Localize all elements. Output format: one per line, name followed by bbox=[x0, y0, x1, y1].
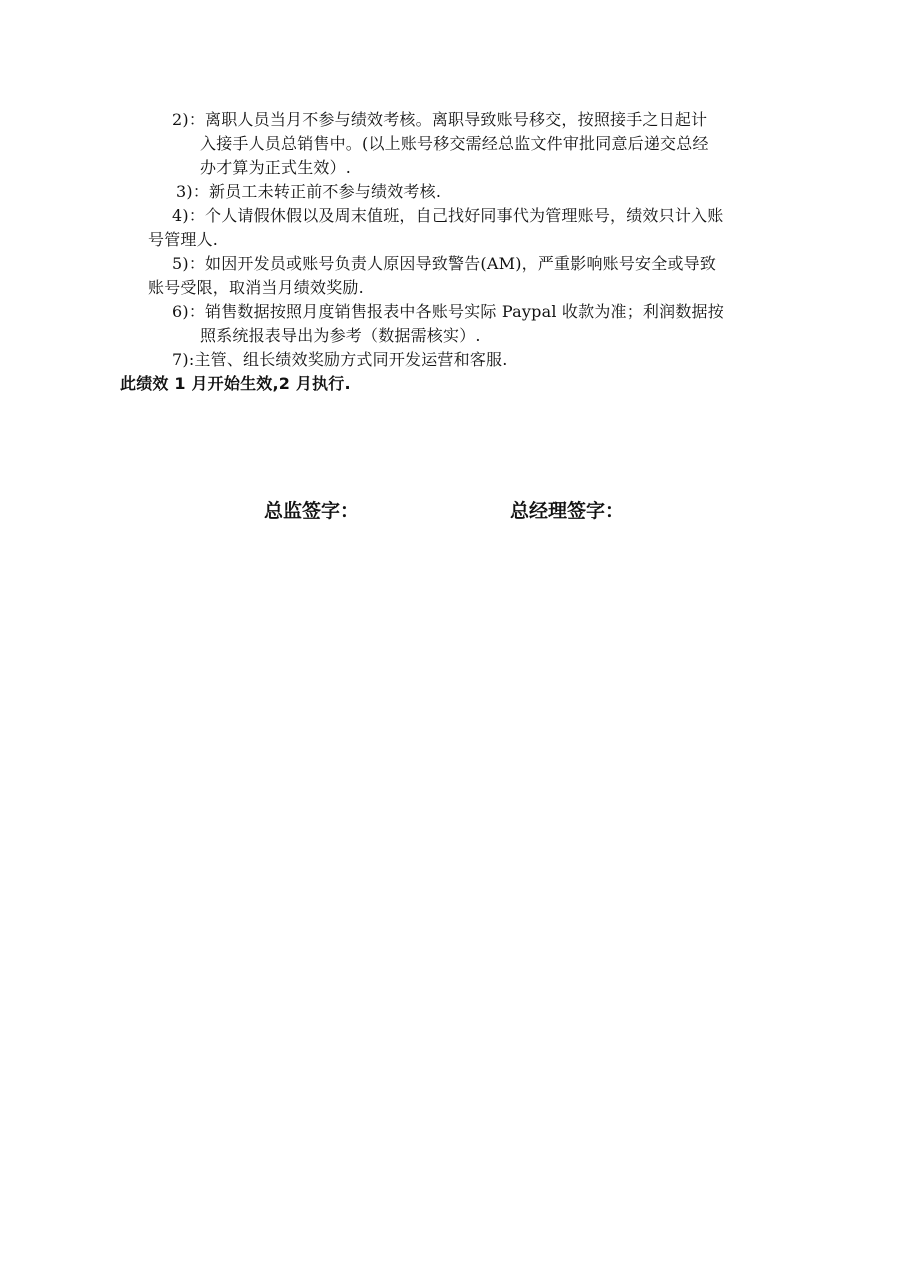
item-6-line-1 bbox=[172, 300, 724, 324]
item-2-number: 2) bbox=[172, 110, 189, 129]
item-5-text-line-2: 账号受限，取消当月绩效奖励. bbox=[148, 278, 364, 297]
item-4-text-line-1: ：个人请假休假以及周末值班，自己找好同事代为管理账号，绩效只计入账 bbox=[188, 206, 724, 225]
item-2-text-line-2: 入接手人员总销售中。(以上账号移交需经总监文件审批同意后递交总经 bbox=[200, 134, 709, 153]
director-signature-label: 总监签字： bbox=[264, 500, 360, 522]
item-7-line-1 bbox=[172, 348, 508, 372]
item-7-text-line-1: :主管、组长绩效奖励方式同开发运营和客服. bbox=[188, 350, 508, 369]
item-3-number: 3) bbox=[176, 182, 193, 201]
item-2-line-1 bbox=[172, 108, 707, 132]
item-4-number: 4) bbox=[172, 206, 189, 225]
item-4-text-line-2: 号管理人. bbox=[148, 230, 219, 249]
item-2-text-line-3: 办才算为正式生效）. bbox=[200, 158, 352, 177]
item-6-text-line-1: ：销售数据按照月度销售报表中各账号实际 Paypal 收款为准；利润数据按 bbox=[188, 302, 724, 321]
item-4-line-1 bbox=[172, 204, 723, 228]
item-6-number: 6) bbox=[172, 302, 189, 321]
item-3-line-1 bbox=[176, 180, 441, 204]
item-5-line-1 bbox=[172, 252, 716, 276]
item-2-text-line-1: ：离职人员当月不参与绩效考核。离职导致账号移交，按照接手之日起计 bbox=[188, 110, 708, 129]
item-5-number: 5) bbox=[172, 254, 189, 273]
item-6-text-line-2: 照系统报表导出为参考（数据需核实）. bbox=[200, 326, 481, 345]
item-3-text-line-1: ：新员工未转正前不参与绩效考核. bbox=[192, 182, 442, 201]
item-5-text-line-1: ：如因开发员或账号负责人原因导致警告(AM)，严重影响账号安全或导致 bbox=[188, 254, 717, 273]
item-7-number: 7) bbox=[172, 350, 189, 369]
effective-note: 此绩效 1 月开始生效,2 月执行. bbox=[120, 374, 351, 393]
gm-signature-label: 总经理签字： bbox=[510, 500, 625, 522]
